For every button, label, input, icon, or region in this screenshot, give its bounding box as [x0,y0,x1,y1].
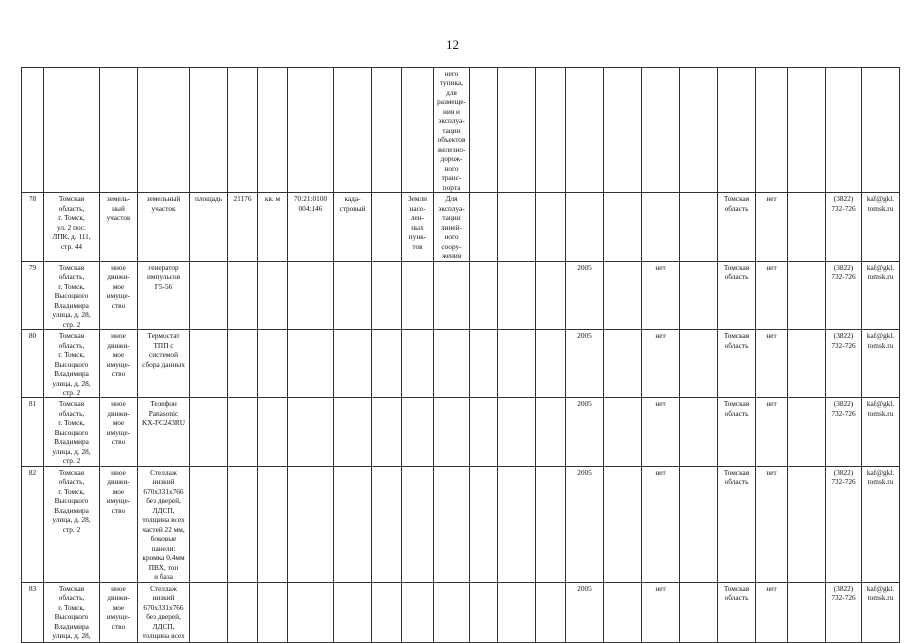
row-number: 81 [22,398,44,466]
purpose-cell: него тупика, для размеще- ния и эксплуа- тации объектов железно- дорож- ного транс- порта [434,68,470,193]
table-row [22,582,900,642]
cost-type-cell: када- стровый [334,193,372,261]
param-cell [190,398,228,466]
empty-cell [680,582,718,642]
empty-cell [788,398,826,466]
email-cell: kaf@gkl. tomsk.ru [862,582,900,642]
encumbrance-cell: нет [642,466,680,582]
empty-cell [788,582,826,642]
unit-cell [258,261,288,329]
table-row [22,261,900,329]
empty-cell [604,582,642,642]
email-cell: kaf@gkl. tomsk.ru [862,330,900,398]
empty-cell [498,261,536,329]
address-cell: Томская область, г. Томск, Высоцкого Владимира улица, д. 28, [44,582,100,642]
row-number: 79 [22,261,44,329]
empty-cell [680,398,718,466]
empty-cell [470,582,498,642]
value-cell: 21176 [228,193,258,261]
empty-cell [788,193,826,261]
category-cell [402,398,434,466]
empty-cell [536,261,566,329]
empty-cell [680,466,718,582]
empty-cell [604,398,642,466]
phone-cell: (3822) 732-726 [826,261,862,329]
type-cell: иное движи- мое имуще- ство [100,582,138,642]
owner-cell: Томская область [718,582,756,642]
status-cell: нет [756,330,788,398]
empty-cell [788,466,826,582]
cost-type-cell [334,261,372,329]
registry-table [21,67,900,643]
empty-cell [604,261,642,329]
empty-cell [788,330,826,398]
empty-cell [680,261,718,329]
cost-type-cell [334,330,372,398]
table-row [22,466,900,582]
value-cell [228,330,258,398]
unit-cell [258,582,288,642]
page-number: 12 [446,37,459,52]
empty-cell [680,330,718,398]
type-cell: иное движи- мое имуще- ство [100,330,138,398]
table-row [22,193,900,261]
purpose-cell [434,582,470,642]
cadastral-cell [288,398,334,466]
status-cell: нет [756,261,788,329]
owner-cell: Томская область [718,261,756,329]
encumbrance-cell: нет [642,261,680,329]
category-cell [402,582,434,642]
value-cell [228,466,258,582]
category-cell [402,330,434,398]
cadastral-cell [288,261,334,329]
phone-cell: (3822) 732-726 [826,582,862,642]
row-number: 82 [22,466,44,582]
empty-cell [498,193,536,261]
address-cell: Томская область, г. Томск, Высоцкого Владимира улица, д. 28, стр. 2 [44,398,100,466]
unit-cell [258,398,288,466]
empty-cell [604,330,642,398]
empty-cell [536,466,566,582]
empty-cell [536,582,566,642]
param-cell [190,582,228,642]
empty-cell [604,193,642,261]
purpose-cell [434,398,470,466]
email-cell: kaf@gkl. tomsk.ru [862,261,900,329]
empty-cell [498,582,536,642]
continuation-row [22,68,900,193]
address-cell: Томская область, г. Томск, Высоцкого Владимира улица, д. 28, стр. 2 [44,466,100,582]
address-cell: Томская область, г. Томск, Высоцкого Владимира улица, д. 28, стр. 2 [44,330,100,398]
status-cell: нет [756,193,788,261]
purpose-cell: Для эксплуа- тации линей- ного соору- жения [434,193,470,261]
row-number: 83 [22,582,44,642]
name-cell: Стеллаж низкий 670х331х766 без дверей, ЛДСП, толщина всех [138,582,190,642]
email-cell: kaf@gkl. tomsk.ru [862,466,900,582]
empty-cell [536,398,566,466]
purpose-cell [434,261,470,329]
owner-cell: Томская область [718,330,756,398]
empty-cell [372,582,402,642]
name-cell: Телефон Panasonic KX-FC243RU [138,398,190,466]
purpose-cell [434,466,470,582]
status-cell: нет [756,582,788,642]
encumbrance-cell: нет [642,330,680,398]
empty-cell [788,261,826,329]
cost-type-cell [334,582,372,642]
table-row [22,330,900,398]
empty-cell [372,193,402,261]
unit-cell: кв. м [258,193,288,261]
owner-cell: Томская область [718,193,756,261]
name-cell: Термостат ТПП с системой сбора данных [138,330,190,398]
phone-cell: (3822) 732-726 [826,330,862,398]
cost-type-cell [334,398,372,466]
empty-cell [470,261,498,329]
empty-cell [372,261,402,329]
value-cell [228,261,258,329]
owner-cell: Томская область [718,466,756,582]
cadastral-cell [288,466,334,582]
table-row [22,398,900,466]
year-cell: 2005 [566,582,604,642]
purpose-cell [434,330,470,398]
param-cell: площадь [190,193,228,261]
empty-cell [372,398,402,466]
empty-cell [470,398,498,466]
cadastral-cell [288,582,334,642]
year-cell: 2005 [566,466,604,582]
encumbrance-cell: нет [642,582,680,642]
type-cell: иное движи- мое имуще- ство [100,398,138,466]
empty-cell [498,330,536,398]
cadastral-cell: 70:21:0100 004:146 [288,193,334,261]
row-number: 80 [22,330,44,398]
param-cell [190,261,228,329]
year-cell: 2005 [566,330,604,398]
empty-cell [498,466,536,582]
owner-cell: Томская область [718,398,756,466]
unit-cell [258,466,288,582]
value-cell [228,398,258,466]
unit-cell [258,330,288,398]
type-cell: иное движи- мое имуще- ство [100,466,138,582]
year-cell: 2005 [566,398,604,466]
year-cell: 2005 [566,261,604,329]
cost-type-cell [334,466,372,582]
value-cell [228,582,258,642]
empty-cell [470,466,498,582]
name-cell: генератор импульсов Г5-56 [138,261,190,329]
row-number: 78 [22,193,44,261]
name-cell: земельный участок [138,193,190,261]
name-cell: Стеллаж низкий 670х331х766 без дверей, ЛДСП, толщина всех частей 22 мм, боковые панели: кромка 0,4мм ПВХ, топ и база [138,466,190,582]
cadastral-cell [288,330,334,398]
empty-cell [604,466,642,582]
param-cell [190,330,228,398]
empty-cell [498,398,536,466]
param-cell [190,466,228,582]
status-cell: нет [756,466,788,582]
empty-cell [680,193,718,261]
phone-cell: (3822) 732-726 [826,193,862,261]
year-cell [566,193,604,261]
empty-cell [536,193,566,261]
empty-cell [536,330,566,398]
empty-cell [470,330,498,398]
type-cell: земель- ный участок [100,193,138,261]
empty-cell [470,193,498,261]
type-cell: иное движи- мое имуще- ство [100,261,138,329]
email-cell: kaf@gkl. tomsk.ru [862,398,900,466]
category-cell [402,261,434,329]
encumbrance-cell: нет [642,398,680,466]
category-cell: Земли насе- лен- ных пунк- тов [402,193,434,261]
empty-cell [372,466,402,582]
empty-cell [372,330,402,398]
address-cell: Томская область, г. Томск, ул. 2 пос. ЛПК, д. 111, стр. 44 [44,193,100,261]
category-cell [402,466,434,582]
address-cell: Томская область, г. Томск, Высоцкого Владимира улица, д. 28, стр. 2 [44,261,100,329]
phone-cell: (3822) 732-726 [826,466,862,582]
email-cell: kaf@gkl. tomsk.ru [862,193,900,261]
encumbrance-cell [642,193,680,261]
status-cell: нет [756,398,788,466]
phone-cell: (3822) 732-726 [826,398,862,466]
